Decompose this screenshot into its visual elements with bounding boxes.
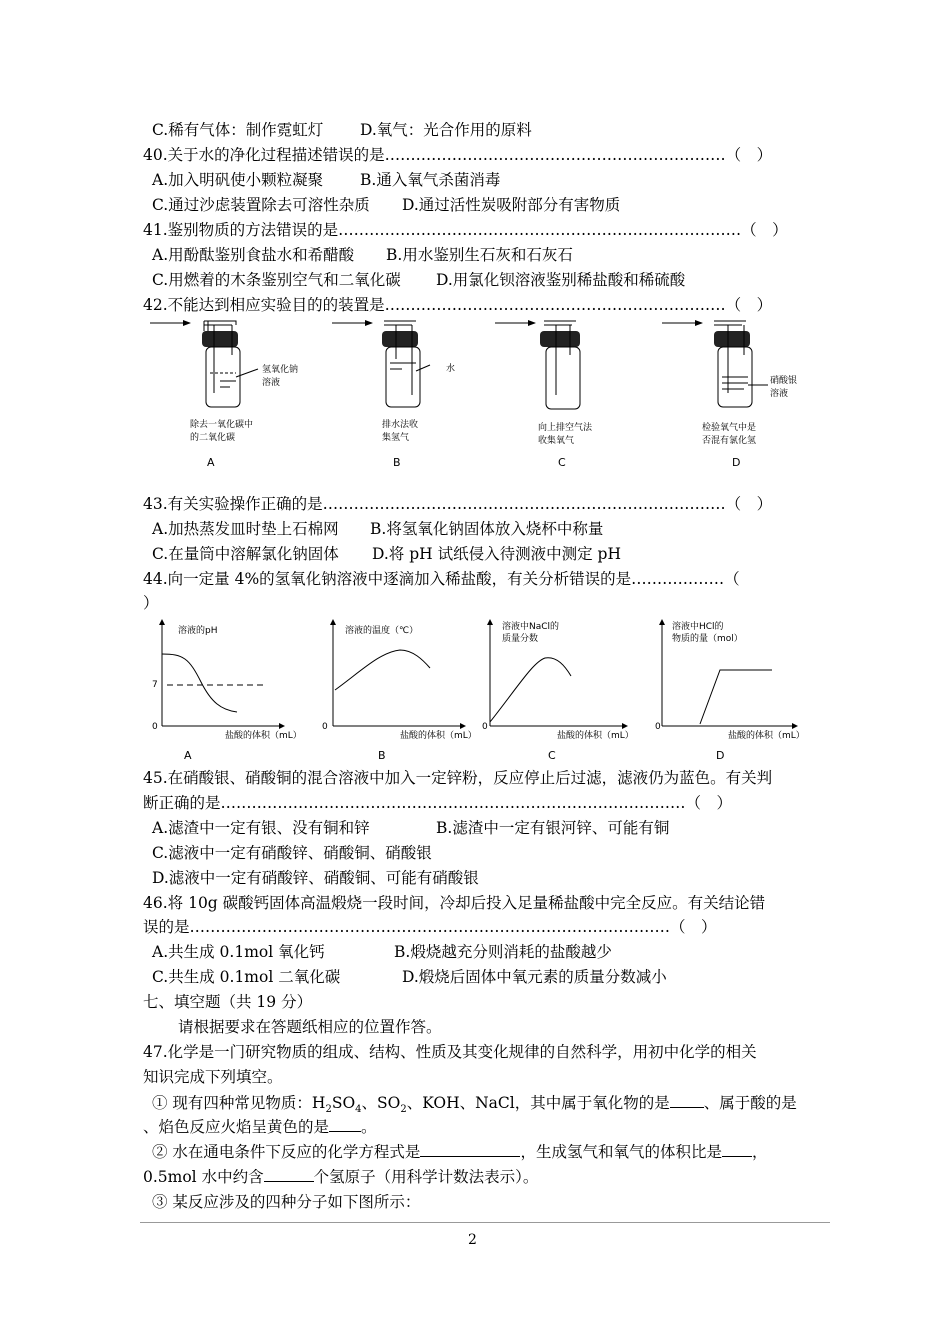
q47-part1-line2-b: 。	[361, 1118, 377, 1136]
q47-part1-a: ① 现有四种常见物质：H	[152, 1094, 326, 1112]
device-d-bottle	[662, 321, 768, 407]
q43-option-a: A.加热蒸发皿时垫上石棉网	[152, 520, 339, 538]
q41-option-a: A.用酚酞鉴别食盐水和希醋酸	[152, 246, 355, 264]
graph-d-xlabel: 盐酸的体积（mL）	[728, 731, 805, 741]
device-c-bottle	[495, 321, 580, 409]
device-b-letter: B	[393, 456, 401, 469]
q46-stem: 46.将 10g 碳酸钙固体高温煅烧一段时间，冷却后投入足量稀盐酸中完全反应。有关结论错	[143, 894, 766, 912]
q47-part1-b: SO	[331, 1094, 356, 1112]
answer-blank-equation[interactable]	[420, 1142, 520, 1157]
q45-stem-2: 断正确的是………………………………………………………………………………（ ）	[143, 794, 733, 812]
q45-option-d: D.滤液中一定有硝酸锌、硝酸铜、可能有硝酸银	[152, 869, 479, 887]
q42-stem: 42.不能达到相应实验目的的装置是…………………………………………………………（ ）	[143, 296, 773, 314]
q46-option-d: D.煅烧后固体中氧元素的质量分数减小	[402, 968, 667, 986]
section7-title: 七、填空题（共 19 分）	[143, 993, 313, 1011]
q41-option-c: C.用燃着的木条鉴别空气和二氧化碳	[152, 271, 401, 289]
q45-option-b: B.滤渣中一定有银河锌、可能有铜	[436, 819, 670, 837]
device-a-caption: 除去一氧化碳中	[190, 420, 254, 430]
q47-part1-line2-a: 、焰色反应火焰呈黄色的是	[143, 1118, 330, 1136]
graph-a-ylabel: 溶液的pH	[178, 626, 218, 636]
graph-a-tick-7: 7	[152, 680, 158, 690]
device-d-side-label-2: 溶液	[770, 389, 789, 399]
q47-part1-d: 、KOH、NaCl，其中属于氧化物的是	[406, 1094, 670, 1112]
device-d-caption-2: 否混有氯化氢	[702, 436, 757, 446]
q46-option-c: C.共生成 0.1mol 二氧化碳	[152, 968, 341, 986]
device-a-letter: A	[207, 456, 215, 469]
graph-b-ylabel: 溶液的温度（℃）	[345, 626, 419, 636]
q43-option-b: B.将氢氧化钠固体放入烧杯中称量	[370, 520, 604, 538]
q43-stem: 43.有关实验操作正确的是……………………………………………………………………（ ）	[143, 495, 773, 513]
answer-blank-oxide[interactable]	[670, 1093, 704, 1108]
device-c-caption: 向上排空气法	[538, 423, 593, 433]
page-number: 2	[468, 1232, 477, 1248]
graph-d-ylabel: 溶液中HCl的	[672, 622, 724, 632]
answer-blank-ratio[interactable]	[722, 1142, 752, 1157]
graph-b-xlabel: 盐酸的体积（mL）	[400, 731, 477, 741]
graph-d-letter: D	[716, 749, 725, 762]
q43-option-d: D.将 pH 试纸侵入待测液中测定 pH	[372, 545, 621, 563]
q47-part2-line2-b: 个氢原子（用科学计数法表示）。	[313, 1168, 539, 1186]
graph-c-xlabel: 盐酸的体积（mL）	[557, 731, 634, 741]
q47-part2	[152, 1142, 767, 1162]
device-a-bottle	[150, 321, 258, 407]
q47-part1-line2	[143, 1117, 377, 1137]
q40-option-b: B.通入氧气杀菌消毒	[360, 171, 501, 189]
graph-b-origin: 0	[322, 722, 328, 732]
q47-part2-line2-a: 0.5mol 水中约含	[143, 1168, 264, 1186]
q43-option-c: C.在量筒中溶解氯化钠固体	[152, 545, 339, 563]
device-d-caption: 检验氧气中是	[702, 423, 757, 433]
footer-divider	[140, 1222, 830, 1223]
graph-a-letter: A	[184, 749, 192, 762]
answer-blank-flame[interactable]	[329, 1117, 361, 1132]
q46-option-a: A.共生成 0.1mol 氧化钙	[152, 943, 325, 961]
q40-stem: 40.关于水的净化过程描述错误的是…………………………………………………………（ ）	[143, 146, 773, 164]
q45-option-c: C.滤液中一定有硝酸锌、硝酸铜、硝酸银	[152, 844, 432, 862]
q47-part2-c: ，	[751, 1143, 768, 1161]
q44-stem: 44.向一定量 4%的氢氧化钠溶液中逐滴加入稀盐酸，有关分析错误的是………………（	[143, 570, 740, 588]
graph-b-letter: B	[378, 749, 386, 762]
graph-a-origin: 0	[152, 722, 158, 732]
subscript-4: 4	[355, 1104, 362, 1116]
graph-c-ylabel-2: 质量分数	[502, 634, 539, 644]
q47-part2-a: ② 水在通电条件下反应的化学方程式是	[152, 1143, 421, 1161]
q44-stem-close: ）	[143, 594, 159, 612]
device-a-side-label: 氢氧化钠	[262, 365, 299, 375]
section7-note: 请根据要求在答题纸相应的位置作答。	[178, 1018, 442, 1036]
q47-part1-c: 、SO	[361, 1094, 401, 1112]
device-c-caption-2: 收集氧气	[538, 436, 575, 446]
q47-stem-2: 知识完成下列填空。	[143, 1068, 283, 1086]
q45-stem: 45.在硝酸银、硝酸铜的混合溶液中加入一定锌粉，反应停止后过滤，滤液仍为蓝色。有关判	[143, 769, 773, 787]
answer-blank-atoms[interactable]	[264, 1167, 314, 1182]
subscript-2b: 2	[400, 1104, 407, 1116]
q40-option-a: A.加入明矾使小颗粒凝聚	[152, 171, 324, 189]
q47-part1-e: 、属于酸的是	[703, 1094, 797, 1112]
q45-option-a: A.滤渣中一定有银、没有铜和锌	[152, 819, 370, 837]
graph-c-origin: 0	[482, 722, 488, 732]
graph-a	[162, 622, 282, 726]
q46-stem-2: 误的是…………………………………………………………………………………（ ）	[143, 918, 717, 936]
q42-apparatus-figure	[140, 315, 820, 475]
q41-option-d: D.用氯化钡溶液鉴别稀盐酸和稀硫酸	[436, 271, 686, 289]
graph-c-ylabel: 溶液中NaCl的	[502, 622, 560, 632]
device-d-letter: D	[732, 456, 741, 469]
graph-d-ylabel-2: 物质的量（mol）	[672, 634, 743, 644]
graph-c-letter: C	[548, 749, 556, 762]
q47-part2-line2	[143, 1167, 538, 1187]
q39-option-d: D.氧气：光合作用的原料	[360, 121, 532, 139]
q47-part2-b: ，生成氢气和氧气的体积比是	[520, 1143, 722, 1161]
q40-option-d: D.通过活性炭吸附部分有害物质	[402, 196, 621, 214]
device-b-side-label: 水	[446, 364, 456, 374]
q41-option-b: B.用水鉴别生石灰和石灰石	[386, 246, 573, 264]
device-c-letter: C	[558, 456, 566, 469]
device-b-bottle	[332, 321, 430, 407]
graph-d-origin: 0	[655, 722, 661, 732]
q39-option-c: C.稀有气体：制作霓虹灯	[152, 121, 324, 139]
device-a-side-label-2: 溶液	[262, 378, 281, 388]
device-d-side-label: 硝酸银	[770, 376, 798, 386]
device-b-caption-2: 集氢气	[382, 433, 410, 443]
q41-stem: 41.鉴别物质的方法错误的是……………………………………………………………………（ ）	[143, 221, 788, 239]
q47-part3: ③ 某反应涉及的四种分子如下图所示：	[152, 1193, 421, 1211]
q47-stem: 47.化学是一门研究物质的组成、结构、性质及其变化规律的自然科学，用初中化学的相关	[143, 1043, 757, 1061]
device-b-caption: 排水法收	[382, 420, 419, 430]
subscript-2: 2	[325, 1104, 332, 1116]
q46-option-b: B.煅烧越充分则消耗的盐酸越少	[394, 943, 612, 961]
graph-b	[333, 622, 463, 726]
device-a-caption-2: 的二氧化碳	[190, 433, 236, 443]
q40-option-c: C.通过沙虑装置除去可溶性杂质	[152, 196, 370, 214]
graph-a-xlabel: 盐酸的体积（mL）	[225, 731, 302, 741]
